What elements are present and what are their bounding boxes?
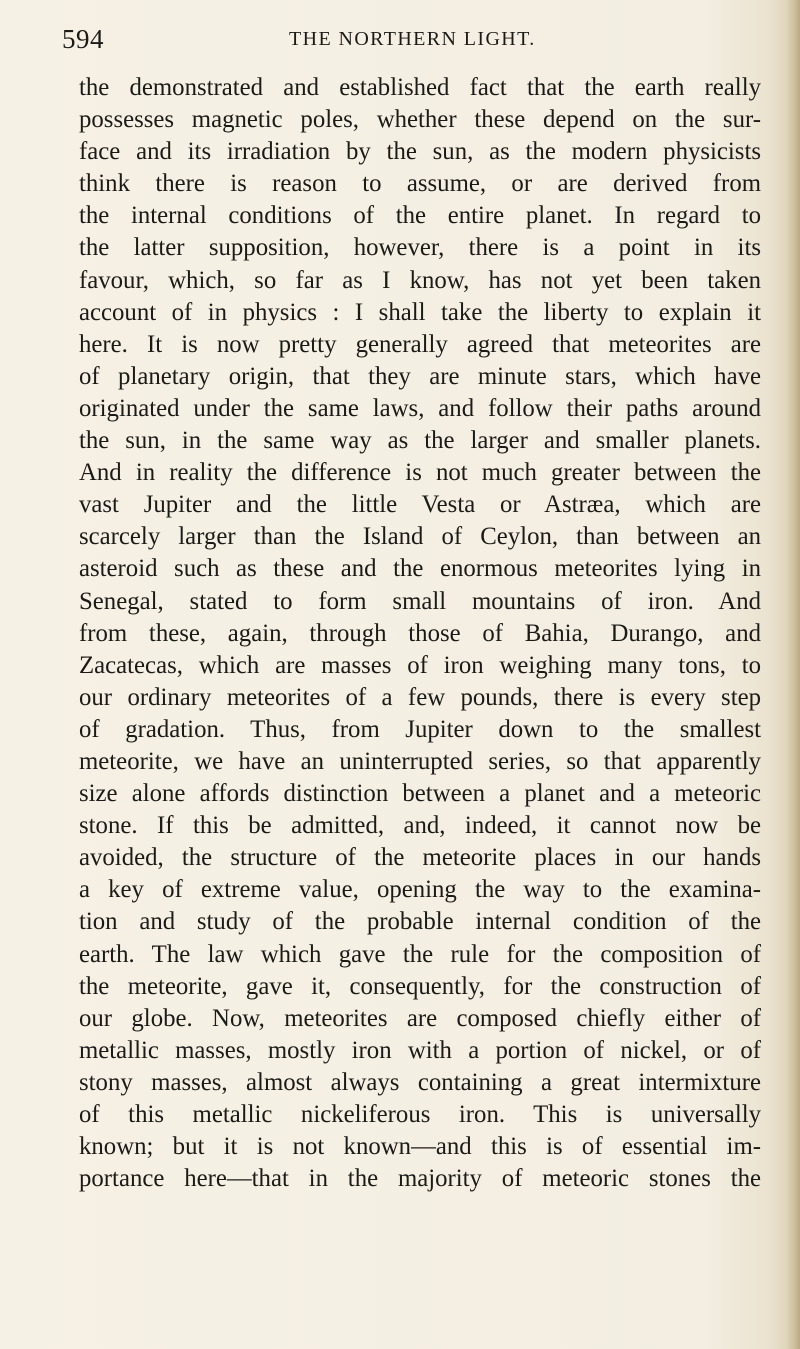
text-line: metallic masses, mostly iron with a portion of nickel, or of (79, 1036, 761, 1064)
text-line: earth. The law which gave the rule for the composition of (79, 940, 761, 968)
text-line: vast Jupiter and the little Vesta or Astræa, which are (79, 491, 761, 519)
text-line: of gradation. Thus, from Jupiter down to the smallest (79, 715, 761, 743)
running-title: THE NORTHERN LIGHT. (289, 28, 536, 50)
text-line: think there is reason to assume, or are derived from (79, 170, 761, 198)
text-line: the demonstrated and established fact that the earth really (79, 74, 761, 101)
text-line: face and its irradiation by the sun, as the modern physicists (79, 138, 761, 166)
text-line: asteroid such as these and the enormous meteorites lying in (79, 555, 761, 583)
text-line: Zacatecas, which are masses of iron weighing many tons, to (79, 651, 761, 679)
page-edge-shadow (786, 0, 800, 1349)
text-line: of this metallic nickeliferous iron. This is universally (79, 1101, 761, 1128)
text-line: the meteorite, gave it, consequently, for the construction of (79, 972, 761, 1000)
text-line: account of in physics : I shall take the liberty to explain it (79, 298, 761, 326)
text-line: And in reality the difference is not much greater between the (79, 459, 761, 487)
text-line: favour, which, so far as I know, has not yet been taken (79, 266, 761, 294)
text-line: from these, again, through those of Bahia, Durango, and (79, 619, 761, 647)
text-line: the sun, in the same way as the larger and smaller planets. (79, 427, 761, 455)
text-line: known; but it is not known—and this is of essential im- (79, 1133, 761, 1161)
text-line: of planetary origin, that they are minute stars, which have (79, 362, 761, 390)
text-line: Senegal, stated to form small mountains of iron. And (79, 587, 761, 615)
text-line: scarcely larger than the Island of Ceylon, than between an (79, 523, 761, 551)
text-line: the latter supposition, however, there is a point in its (79, 234, 761, 262)
text-line: tion and study of the probable internal condition of the (79, 908, 761, 936)
text-line: our ordinary meteorites of a few pounds, there is every step (79, 683, 761, 711)
body-text (79, 72, 761, 1195)
text-line: avoided, the structure of the meteorite places in our hands (79, 844, 761, 872)
running-head (0, 22, 800, 62)
text-line: possesses magnetic poles, whether these depend on the sur- (79, 106, 761, 134)
text-line: stone. If this be admitted, and, indeed, it cannot now be (79, 812, 761, 840)
text-line: meteorite, we have an uninterrupted series, so that apparently (79, 747, 761, 775)
page-number: 594 (62, 24, 104, 54)
text-line: size alone affords distinction between a planet and a meteoric (79, 780, 761, 808)
text-line: here. It is now pretty generally agreed that meteorites are (79, 330, 761, 358)
text-line: a key of extreme value, opening the way to the examina- (79, 876, 761, 904)
text-line: portance here—that in the majority of meteoric stones the (79, 1165, 761, 1193)
text-line: stony masses, almost always containing a great intermixture (79, 1068, 761, 1096)
text-line: the internal conditions of the entire planet. In regard to (79, 202, 761, 230)
text-line: our globe. Now, meteorites are composed chiefly either of (79, 1004, 761, 1032)
text-line: originated under the same laws, and follow their paths around (79, 394, 761, 422)
